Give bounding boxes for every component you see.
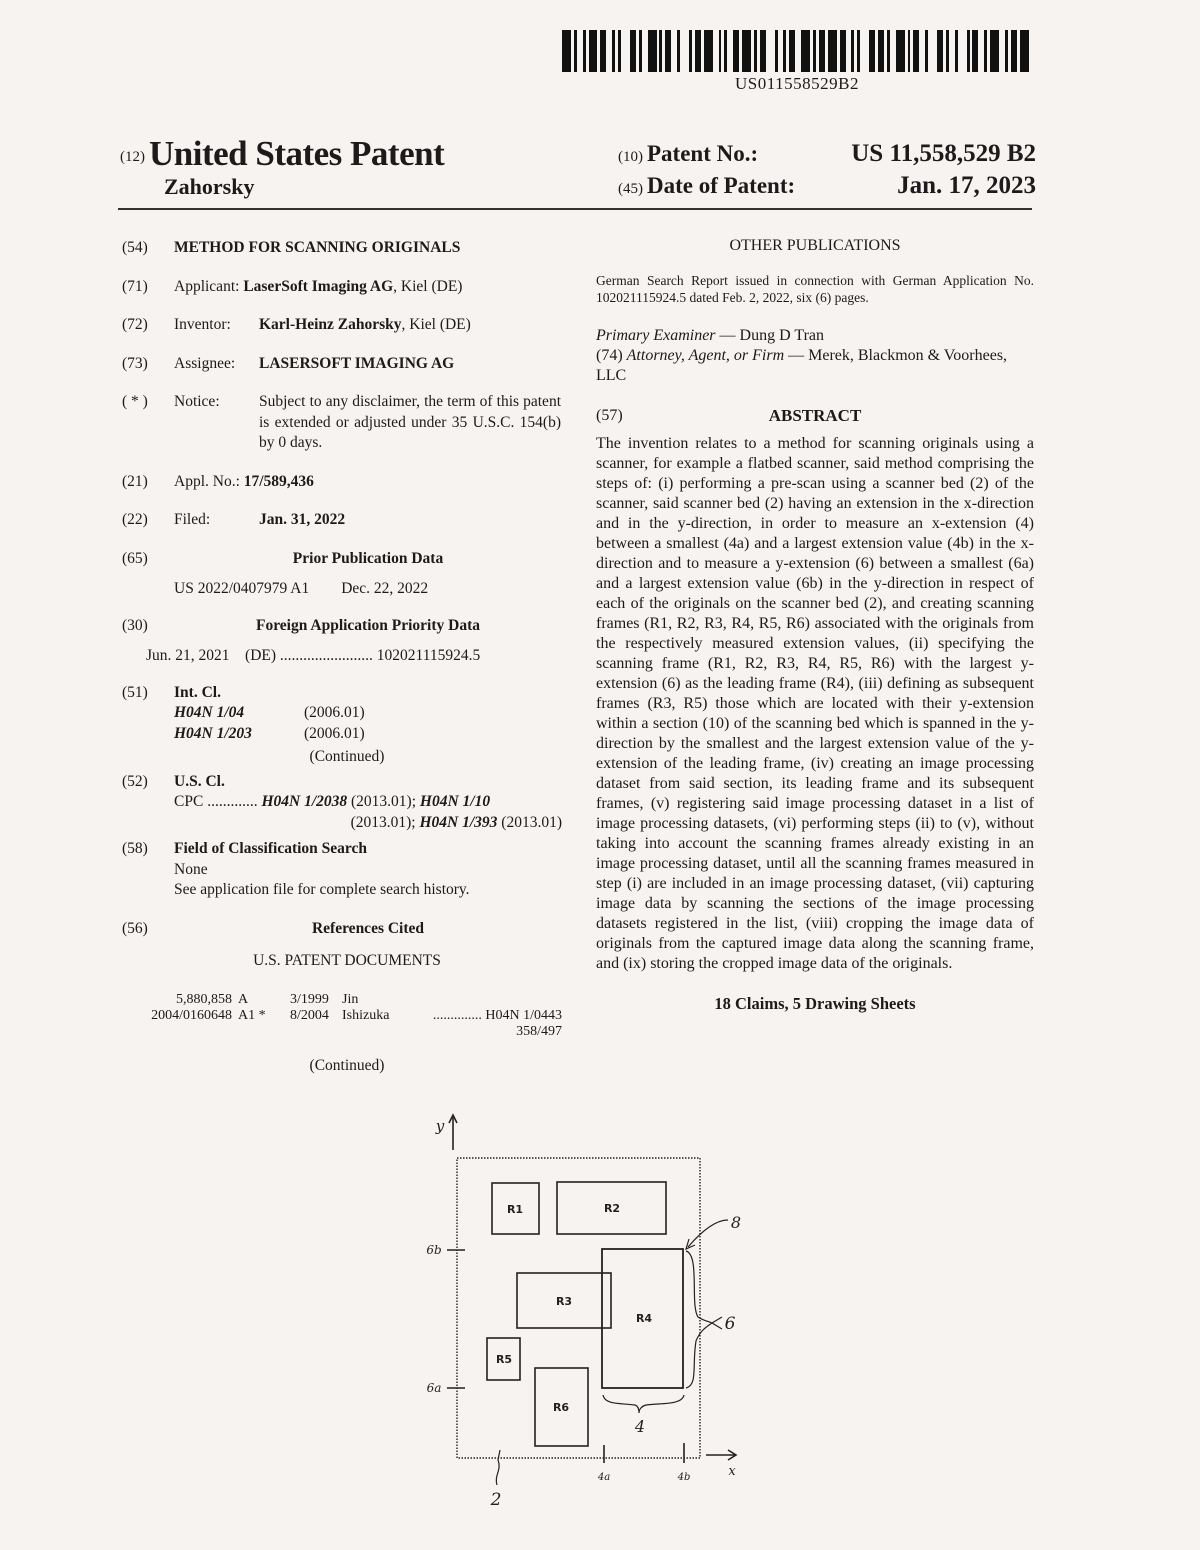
scanner-bed-outline — [457, 1158, 700, 1458]
patent-date-row — [618, 172, 1036, 204]
kind-code: (12) — [120, 149, 145, 165]
references-section — [122, 919, 562, 1077]
examiner-name: — Dung D Tran — [715, 327, 824, 344]
header-divider — [118, 208, 1032, 210]
frame-label-r4: R4 — [635, 1312, 653, 1325]
frame-label-r3: R3 — [555, 1295, 573, 1308]
assignee-field — [122, 354, 562, 375]
prior-pub-heading: Prior Publication Data — [292, 549, 444, 567]
leader-2 — [496, 1450, 500, 1485]
priority-number: 102021115924.5 — [376, 647, 481, 664]
notice-text: Subject to any disclaimer, the term of this patent is extended or adjusted under 35 U.S.C. 154(b) by 0 days. — [259, 393, 561, 451]
prior-pub-number: US 2022/0407979 A1 — [174, 580, 310, 597]
frame-label-r5: R5 — [495, 1353, 513, 1366]
patent-header-left — [120, 134, 444, 174]
ref-kind: A — [238, 991, 249, 1007]
field-code: (72) — [122, 316, 148, 333]
filed-label: Filed: — [174, 511, 211, 528]
field-code: ( * ) — [122, 393, 148, 410]
barcode-bar — [704, 30, 713, 72]
barcode-bar — [648, 30, 657, 72]
cpc-version: (2013.01); — [347, 793, 420, 810]
appl-no-field — [122, 472, 562, 493]
field-code: (58) — [122, 840, 148, 857]
barcode-bar — [1020, 30, 1029, 72]
notice-label: Notice: — [174, 393, 220, 410]
int-cl-version: (2006.01) — [304, 724, 365, 742]
patent-date: Jan. 17, 2023 — [897, 172, 1036, 199]
leader-8 — [688, 1220, 728, 1247]
field-code: (71) — [122, 277, 148, 295]
patent-no-code: (10) — [618, 149, 643, 165]
field-code: (65) — [122, 549, 148, 567]
barcode-bar — [990, 30, 999, 72]
invention-title-field — [122, 238, 562, 259]
ref-label-6: 6 — [724, 1314, 736, 1334]
ref-date: 3/1999 — [290, 991, 329, 1007]
foreign-priority-heading: Foreign Application Priority Data — [255, 616, 481, 634]
int-cl-version: (2006.01) — [304, 704, 365, 721]
applicant-label: Applicant: — [174, 277, 240, 295]
references-heading: References Cited — [311, 919, 425, 937]
field-code: (22) — [122, 511, 148, 528]
barcode-bar — [1029, 30, 1032, 72]
cpc-class: H04N 1/2038 — [261, 793, 348, 810]
representative-drawing — [410, 1105, 770, 1525]
field-search-note: See application file for complete search history. — [174, 881, 470, 898]
leader-dots: ............. — [207, 793, 258, 810]
bibliographic-column — [122, 238, 562, 1076]
other-publications-heading: OTHER PUBLICATIONS — [729, 237, 901, 254]
ref-number: 2004/0160648 — [151, 1007, 232, 1023]
references-continued: (Continued) — [309, 1056, 385, 1074]
ref-label-4a: 4a — [597, 1472, 611, 1483]
appl-no-label: Appl. No.: — [174, 472, 240, 490]
patent-no-label: Patent No.: — [647, 141, 759, 166]
inventor-name: Karl-Heinz Zahorsky — [259, 316, 402, 333]
y-axis-label: y — [435, 1117, 445, 1135]
barcode-bar — [828, 30, 837, 72]
filed-field — [122, 510, 562, 531]
abstract-heading: ABSTRACT — [768, 406, 862, 425]
field-code: (30) — [122, 616, 148, 634]
appl-no-value: 17/589,436 — [243, 472, 314, 490]
barcode-bar — [958, 30, 967, 72]
attorney-name: — Merek, Blackmon & Voorhees, LLC — [596, 347, 1008, 384]
foreign-priority-section — [122, 616, 562, 667]
ref-class-secondary: 358/497 — [516, 1023, 562, 1039]
us-patent-documents-heading: U.S. PATENT DOCUMENTS — [253, 952, 441, 969]
abstract-header — [596, 406, 1034, 426]
field-search-heading: Field of Classification Search — [174, 840, 368, 857]
barcode-bar — [928, 30, 937, 72]
ref-name: Jin — [342, 991, 359, 1007]
us-cl-section — [122, 772, 562, 834]
applicant-name: LaserSoft Imaging AG — [243, 277, 394, 295]
cpc-version: (2013.01) — [497, 813, 562, 831]
barcode-bar — [896, 30, 905, 72]
attorney-label: Attorney, Agent, or Firm — [626, 347, 785, 364]
abstract-text: The invention relates to a method for scanning originals using a scanner, for example a flatbed scanner, said method comprising the steps of: (i) performing a pre-scan using a scanner bed (2) of the scanner, said scanner bed (2) having an extension in the x-direction and in the y-direction, in order to measure an x-extension (4) between a smallest (4a) and a largest extension value (4b) in the x-direction and to measure a y-extension (6) between a smallest (6a) and a largest extension value (6b) in the y-direction in respect of each of the originals on the scanner bed (2), and creating scanning frames (R1, R2, R3, R4, R5, R6) associated with the originals from the respectively measured extension values, (ii) specifying the scanning frame (R1, R2, R3, R4, R5, R6) with the largest y-extension (6) as the leading frame (R4), (iii) defining as subsequent frames (R3, R5) those which are located with their y-extension within a section (10) of the scanning bed which is spanned in the y-direction by the smallest and the largest extension value of the y-extension of the leading frame, (iv) creating an image processing dataset from said section, its leading frame and its subsequent frames, (v) registering said image processing dataset in a list of image processing datasets, (vi) performing steps (ii) to (v), without taking into account the scanning frames already existing in an image processing dataset, until all the scanning frames measured in step (i) are included in an image processing dataset, (vii) capturing image data by scanning the sections of the image processing datasets registered in the list, (viii) cropping the image data of originals from the captured image data along the scanning frame, and (ix) storing the cropped image data of the originals. — [596, 435, 1034, 972]
brace-4 — [603, 1395, 684, 1413]
notice-field — [122, 392, 562, 454]
patent-header-right — [618, 140, 1036, 204]
ref-label-4b: 4b — [677, 1472, 691, 1483]
field-code: (56) — [122, 919, 148, 937]
filed-value: Jan. 31, 2022 — [259, 511, 346, 528]
ref-kind: A1 * — [238, 1007, 266, 1023]
cpc-class: H04N 1/10 — [419, 793, 491, 810]
frame-label-r2: R2 — [603, 1202, 621, 1215]
ref-name: Ishizuka — [342, 1007, 390, 1023]
inventor-location: , Kiel (DE) — [401, 316, 471, 333]
barcode-bar — [589, 30, 598, 72]
int-cl-continued: (Continued) — [309, 748, 385, 765]
us-cl-heading: U.S. Cl. — [174, 772, 225, 790]
field-code: (52) — [122, 772, 148, 790]
barcode-bar — [680, 30, 689, 72]
ref-date: 8/2004 — [290, 1007, 329, 1023]
patent-number-row — [618, 140, 1036, 172]
leader-dots: ........................ — [279, 647, 373, 664]
examiner-line — [596, 326, 1034, 346]
attorney-line — [596, 346, 1034, 386]
prior-pub-date: Dec. 22, 2022 — [341, 580, 429, 597]
barcode-bar — [742, 30, 751, 72]
brace-6 — [686, 1251, 712, 1388]
int-cl-heading: Int. Cl. — [174, 683, 221, 701]
ref-class: .............. H04N 1/0443 — [432, 1007, 562, 1023]
frame-label-r1: R1 — [506, 1203, 524, 1216]
document-title: United States Patent — [149, 134, 445, 173]
ref-label-6b: 6b — [426, 1243, 442, 1257]
barcode-number: US011558529B2 — [735, 74, 859, 93]
field-code: (51) — [122, 683, 148, 701]
assignee-label: Assignee: — [174, 354, 236, 372]
barcode-bar — [766, 30, 775, 72]
patent-number: US 11,558,529 B2 — [851, 140, 1036, 167]
barcode-bar — [860, 30, 869, 72]
frame-label-r6: R6 — [552, 1401, 570, 1414]
applicant-location: , Kiel (DE) — [393, 277, 463, 295]
applicant-field — [122, 277, 562, 298]
barcode-bar — [801, 30, 810, 72]
ref-label-8: 8 — [730, 1213, 742, 1232]
field-code: (57) — [596, 407, 623, 424]
assignee-name: LASERSOFT IMAGING AG — [259, 354, 455, 372]
field-code: (73) — [122, 354, 148, 372]
barcode — [562, 30, 1032, 72]
claims-summary: 18 Claims, 5 Drawing Sheets — [714, 994, 916, 1013]
prior-publication-section — [122, 549, 562, 600]
brace-6-tip — [712, 1317, 722, 1329]
reference-row — [122, 1008, 562, 1024]
cpc-label: CPC — [174, 793, 204, 810]
inventor-surname: Zahorsky — [164, 174, 255, 199]
ref-label-4: 4 — [634, 1417, 646, 1436]
inventor-field — [122, 315, 562, 336]
reference-row — [122, 992, 562, 1008]
examiner-label: Primary Examiner — [596, 327, 716, 344]
field-code: (54) — [122, 239, 148, 256]
field-search-section — [122, 839, 562, 901]
inventor-label: Inventor: — [174, 316, 231, 333]
int-cl-section — [122, 683, 562, 768]
x-axis-label: x — [728, 1464, 736, 1479]
reference-row-cont — [122, 1024, 562, 1040]
cpc-version: (2013.01); — [350, 813, 420, 831]
date-label: Date of Patent: — [647, 173, 796, 198]
priority-country: (DE) — [245, 647, 277, 664]
barcode-bar — [621, 30, 630, 72]
ref-label-2: 2 — [490, 1490, 502, 1510]
date-code: (45) — [618, 181, 643, 197]
field-code: (21) — [122, 472, 148, 490]
field-search-none: None — [174, 860, 208, 878]
int-cl-class: H04N 1/04 — [174, 704, 245, 721]
other-publication-entry: German Search Report issued in connection with German Application No. 102021115924.5 dated Feb. 2, 2022, six (6) pages. — [596, 273, 1034, 305]
cpc-class: H04N 1/393 — [419, 813, 498, 831]
int-cl-class: H04N 1/203 — [174, 724, 252, 742]
abstract-column — [596, 236, 1034, 1014]
field-code: (74) — [596, 347, 627, 364]
ref-number: 5,880,858 — [176, 991, 232, 1007]
invention-title: METHOD FOR SCANNING ORIGINALS — [174, 239, 461, 256]
ref-label-6a: 6a — [426, 1381, 442, 1395]
priority-date: Jun. 21, 2021 — [146, 647, 230, 664]
barcode-bar — [562, 30, 571, 72]
